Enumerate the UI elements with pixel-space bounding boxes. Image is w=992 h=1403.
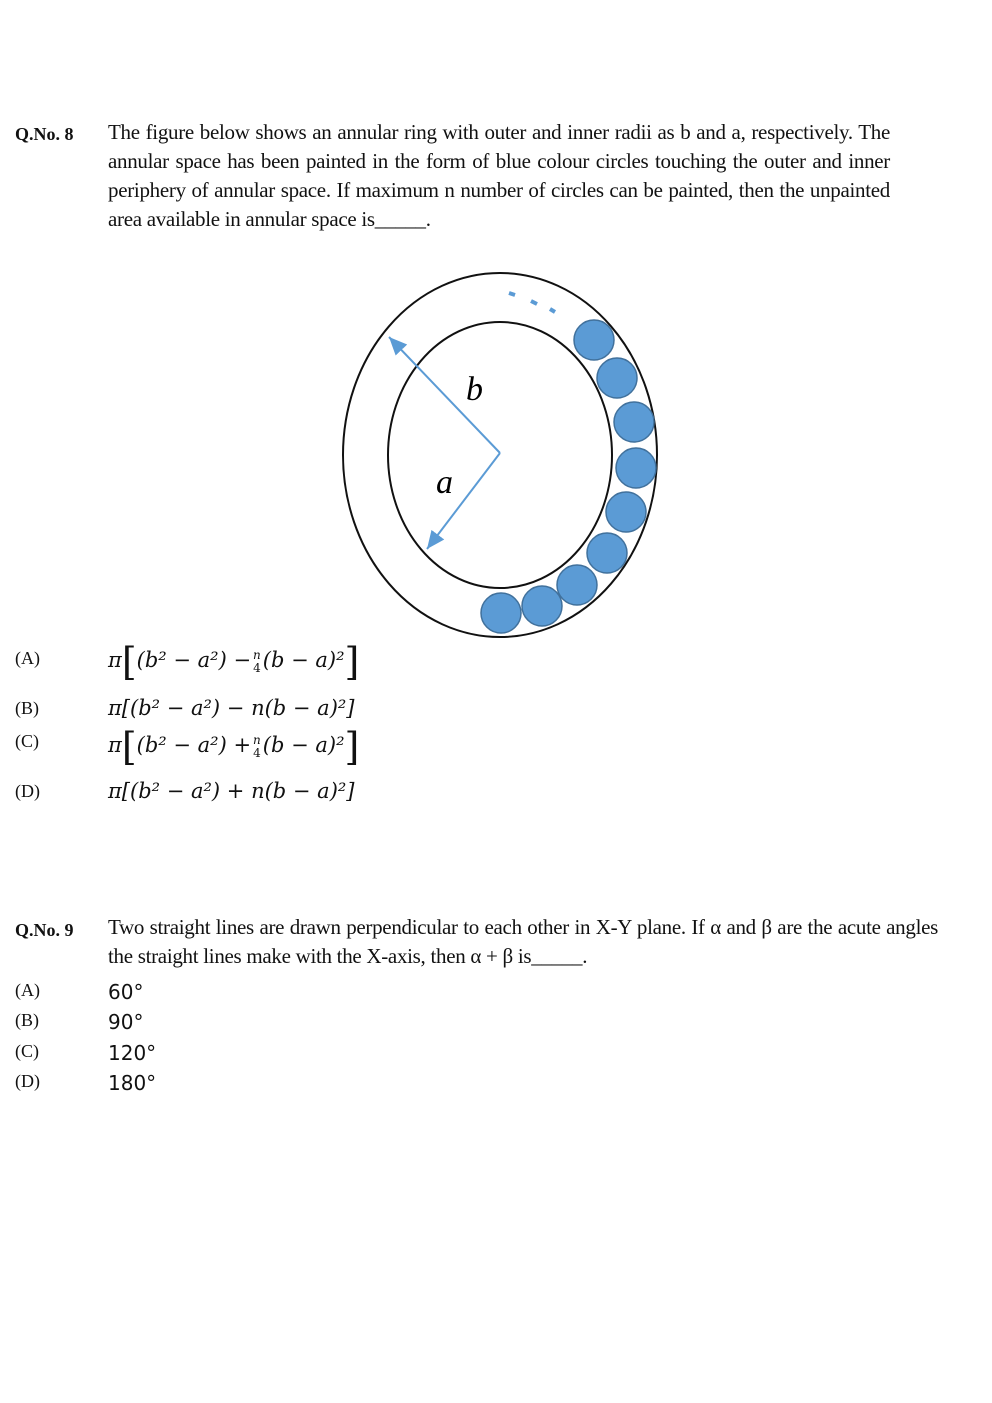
option-label: (A): [15, 980, 40, 1000]
painted-circle: [597, 358, 637, 398]
option-label: (C): [15, 731, 39, 751]
inner-circle: [388, 322, 612, 588]
option-value: 180°: [108, 1071, 157, 1095]
option-label: (D): [15, 781, 40, 801]
question-number: Q.No. 9: [15, 920, 74, 940]
label-a: a: [436, 464, 453, 501]
painted-circle: [557, 565, 597, 605]
painted-circle: [481, 593, 521, 633]
option-value: 120°: [108, 1041, 157, 1065]
painted-circle: [606, 492, 646, 532]
painted-circle: [587, 533, 627, 573]
option-a-formula: π[(b² − a²) − n 4 (b − a)²]: [108, 640, 360, 684]
question-text: The figure below shows an annular ring with outer and inner radii as b and a, respectively. The annular space has been painted in the form of blue colour circles touching the outer and inner periphery of annular space. If maximum n number of circles can be painted, then the unpainted area available in annular space is_____.: [108, 120, 890, 231]
painted-circle: [614, 402, 654, 442]
painted-circle: [616, 448, 656, 488]
option-label: (A): [15, 648, 40, 668]
question-text: Two straight lines are drawn perpendicular to each other in X-Y plane. If α and β are the acute angles the straight lines make with the X-axis, then α + β is_____.: [108, 915, 938, 968]
option-value: 90°: [108, 1010, 144, 1034]
option-d-formula: π[(b² − a²) + n(b − a)²]: [108, 779, 355, 803]
option-label: (B): [15, 1010, 39, 1030]
continuation-dashes: [509, 293, 555, 312]
option-label: (C): [15, 1041, 39, 1061]
radius-b-arrow: [389, 337, 500, 453]
option-value: 60°: [108, 980, 144, 1004]
label-b: b: [466, 371, 483, 408]
painted-circle: [574, 320, 614, 360]
option-label: (B): [15, 698, 39, 718]
option-label: (D): [15, 1071, 40, 1091]
annular-ring-figure: [0, 0, 992, 700]
question-number: Q.No. 8: [15, 124, 74, 144]
painted-circle: [522, 586, 562, 626]
option-b-formula: π[(b² − a²) − n(b − a)²]: [108, 696, 355, 720]
option-c-formula: π[(b² − a²) + n 4 (b − a)²]: [108, 725, 360, 769]
